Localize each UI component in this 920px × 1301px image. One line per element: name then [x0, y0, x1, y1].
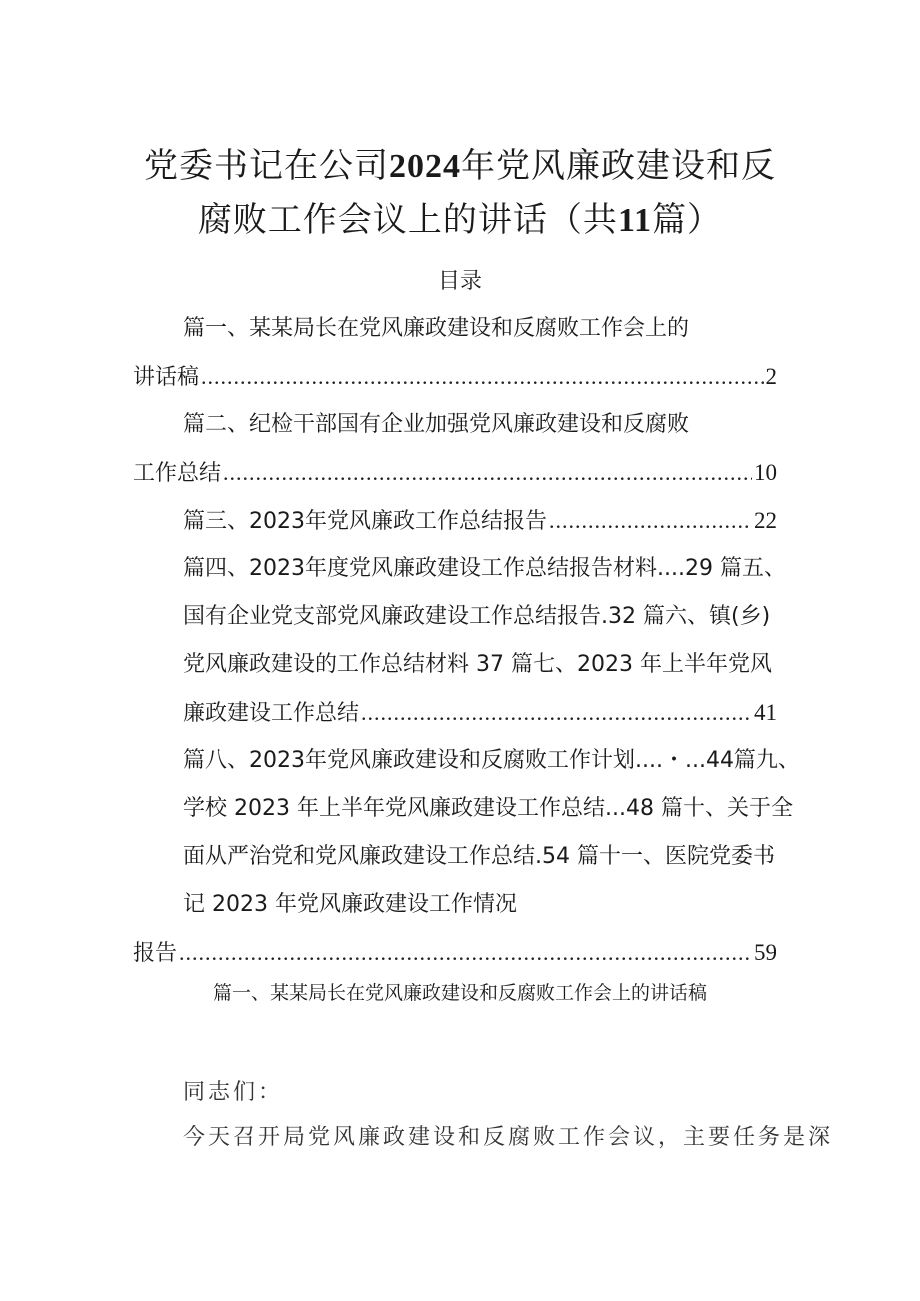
- toc-entry-7: [183, 698, 777, 729]
- toc-entry-text: 报告: [133, 941, 178, 966]
- toc-page-number: 2: [765, 364, 777, 389]
- toc-leader-dots: [223, 458, 752, 488]
- toc-leader-dots: [361, 698, 752, 728]
- toc-leader-dots: [549, 506, 752, 536]
- body-paragraph: 今天召开局党风廉政建设和反腐败工作会议，主要任务是深: [183, 1125, 834, 1150]
- toc-entry-11-line-2: [133, 938, 777, 969]
- toc-entry-text: 篇三、2023年党风廉政工作总结报告: [183, 509, 547, 534]
- toc-entry-2-line-2: [133, 458, 777, 489]
- section-heading: 篇一、某某局长在党风廉政建设和反腐败工作会上的讲话稿: [212, 982, 707, 1004]
- toc-entry-text: 讲话稿: [133, 365, 200, 390]
- toc-entry-11-line: 记 2023 年党风廉政建设工作情况: [183, 892, 517, 917]
- toc-entry-2-line-1: 篇二、纪检干部国有企业加强党风廉政建设和反腐败: [183, 412, 690, 437]
- toc-leader-dots: [179, 938, 752, 968]
- toc-page-number: 59: [754, 940, 777, 965]
- toc-entry-9-line: 学校 2023 年上半年党风廉政建设工作总结...48 篇十、关于全: [183, 796, 793, 821]
- toc-page-number: 10: [754, 460, 777, 485]
- document-title-line-1: 党委书记在公司2024年党风廉政建设和反: [144, 146, 776, 186]
- toc-entry-4-line: 篇四、2023年度党风廉政建设工作总结报告材料....29 篇五、: [183, 556, 786, 581]
- toc-entry-text: 廉政建设工作总结: [183, 701, 360, 726]
- toc-page-number: 22: [754, 508, 777, 533]
- toc-entry-6-line: 党风廉政建设的工作总结材料 37 篇七、2023 年上半年党风: [183, 652, 772, 677]
- toc-entry-10-line: 面从严治党和党风廉政建设工作总结.54 篇十一、医院党委书: [183, 844, 775, 869]
- toc-entry-text: 工作总结: [133, 461, 222, 486]
- toc-entry-1-line-1: 篇一、某某局长在党风廉政建设和反腐败工作会上的: [183, 316, 690, 341]
- toc-entry-5-line: 国有企业党支部党风廉政建设工作总结报告.32 篇六、镇(乡): [183, 604, 771, 629]
- salutation: 同志们：: [183, 1080, 284, 1105]
- toc-entry-3: [183, 506, 777, 537]
- document-title-line-2: 腐败工作会议上的讲话（共11篇）: [197, 200, 723, 240]
- toc-entry-1-line-2: [133, 362, 777, 393]
- toc-page-number: 41: [754, 700, 777, 725]
- toc-heading: 目录: [437, 269, 482, 294]
- toc-leader-dots: [201, 362, 763, 392]
- toc-entry-8-line: 篇八、2023年党风廉政建设和反腐败工作计划....・...44篇九、: [183, 748, 800, 773]
